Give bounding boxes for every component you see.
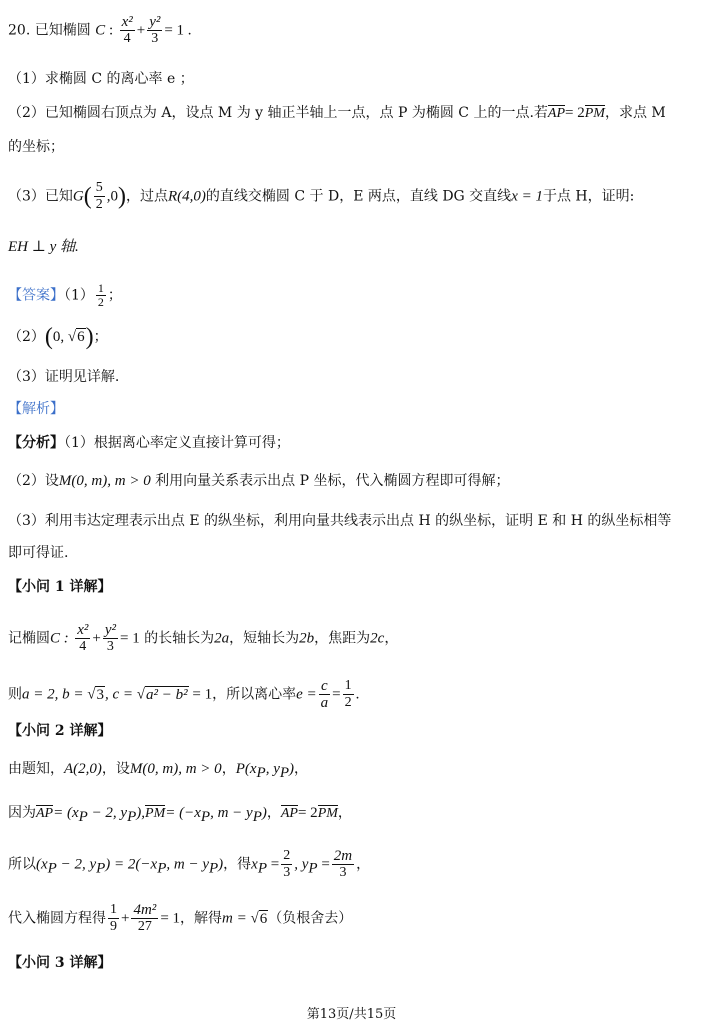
sub2-line1: 由题知，A(2,0)，设M(0, m), m > 0，$P(x_P$, $y_P$)，	[8, 761, 309, 781]
sub1-header: 【小问 1 详解】	[8, 579, 112, 595]
problem-stem: 20. 已知椭圆 C : $\frac{\text{x²}}{4}$ + $\frac{\text{y²}}{3}$ = 1 .	[8, 14, 192, 46]
analysis-tag: 【解析】	[8, 401, 64, 417]
question-3-cont: EH ⊥ y 轴.	[8, 239, 79, 255]
sub1-line1: 记椭圆C : $\frac{\text{x²}}{4}$ + $\frac{\text{y²}}{3}$ = 1 的长轴长为2a，短轴长为2b，焦距为2c，	[8, 622, 399, 654]
answer-3: （3）证明见详解.	[8, 369, 120, 385]
fraction-x2-4: $\frac{\text{x²}}{4}$	[121, 14, 133, 46]
answer-1: 【答案】（1） $\frac{1}{2}$ ；	[8, 281, 122, 309]
question-1: （1）求椭圆 C 的离心率 e ；	[8, 71, 194, 87]
vector-PM: PM	[584, 106, 605, 121]
sub3-header: 【小问 3 详解】	[8, 955, 112, 971]
page-footer: 第13页/共15页	[306, 1007, 397, 1022]
sub2-line4: 代入椭圆方程得 $\frac{1}{9}$ + $\frac{\text{4m²}}{27}$ = 1，解得m = √6（负根舍去）	[8, 902, 353, 934]
answer-2: （2）(0, √6)；	[8, 324, 108, 350]
fraction-y2-3: $\frac{\text{y²}}{3}$	[149, 14, 161, 46]
question-2-cont: 的坐标；	[8, 139, 64, 155]
problem-number: 20.	[8, 22, 31, 39]
question-3: （3）已知G( $\frac{5}{2}$ ,0)，过点R(4,0)的直线交椭圆 C 于 D，E 两点，直线 DG 交直线x = 1于点 H，证明:	[8, 180, 635, 212]
sub2-line3: 所以($x_P - 2$, $y_P) = 2(-x_P$, $m - y_P$)，得$x_P$ = $\frac{2}{3}$ , $y_P$ = $\frac{2m}{3}$ ，	[8, 848, 371, 880]
sub2-line2: 因为$AP= (x_P - 2$, $y_P),PM= (-x_P$, $m - y_P$)，AP= 2PM，	[8, 805, 352, 825]
sub1-line2: 则a = 2, b = √3, c = √a² − b² = 1，所以离心率e = $\frac{c}{a}$ = $\frac{1}{2}$ .	[8, 678, 360, 711]
analysis-2: （2）设M(0, m), m > 0 利用向量关系表示出点 P 坐标，代入椭圆方程即可得解；	[8, 473, 510, 489]
answer-tag: 【答案】	[8, 287, 64, 304]
sub2-header: 【小问 2 详解】	[8, 723, 112, 739]
analysis-3-cont: 即可得证.	[8, 545, 69, 561]
vector-AP: AP	[547, 106, 566, 121]
analysis-3: （3）利用韦达定理表示出点 E 的纵坐标，利用向量共线表示出点 H 的纵坐标，证明 E 和 H 的纵坐标相等	[8, 513, 672, 529]
question-2: （2）已知椭圆右顶点为 A，设点 M 为 y 轴正半轴上一点，点 P 为椭圆 C 上的一点.若AP= 2PM，求点 M	[8, 105, 666, 121]
analysis-1: 【分析】（1）根据离心率定义直接计算可得；	[8, 435, 290, 451]
